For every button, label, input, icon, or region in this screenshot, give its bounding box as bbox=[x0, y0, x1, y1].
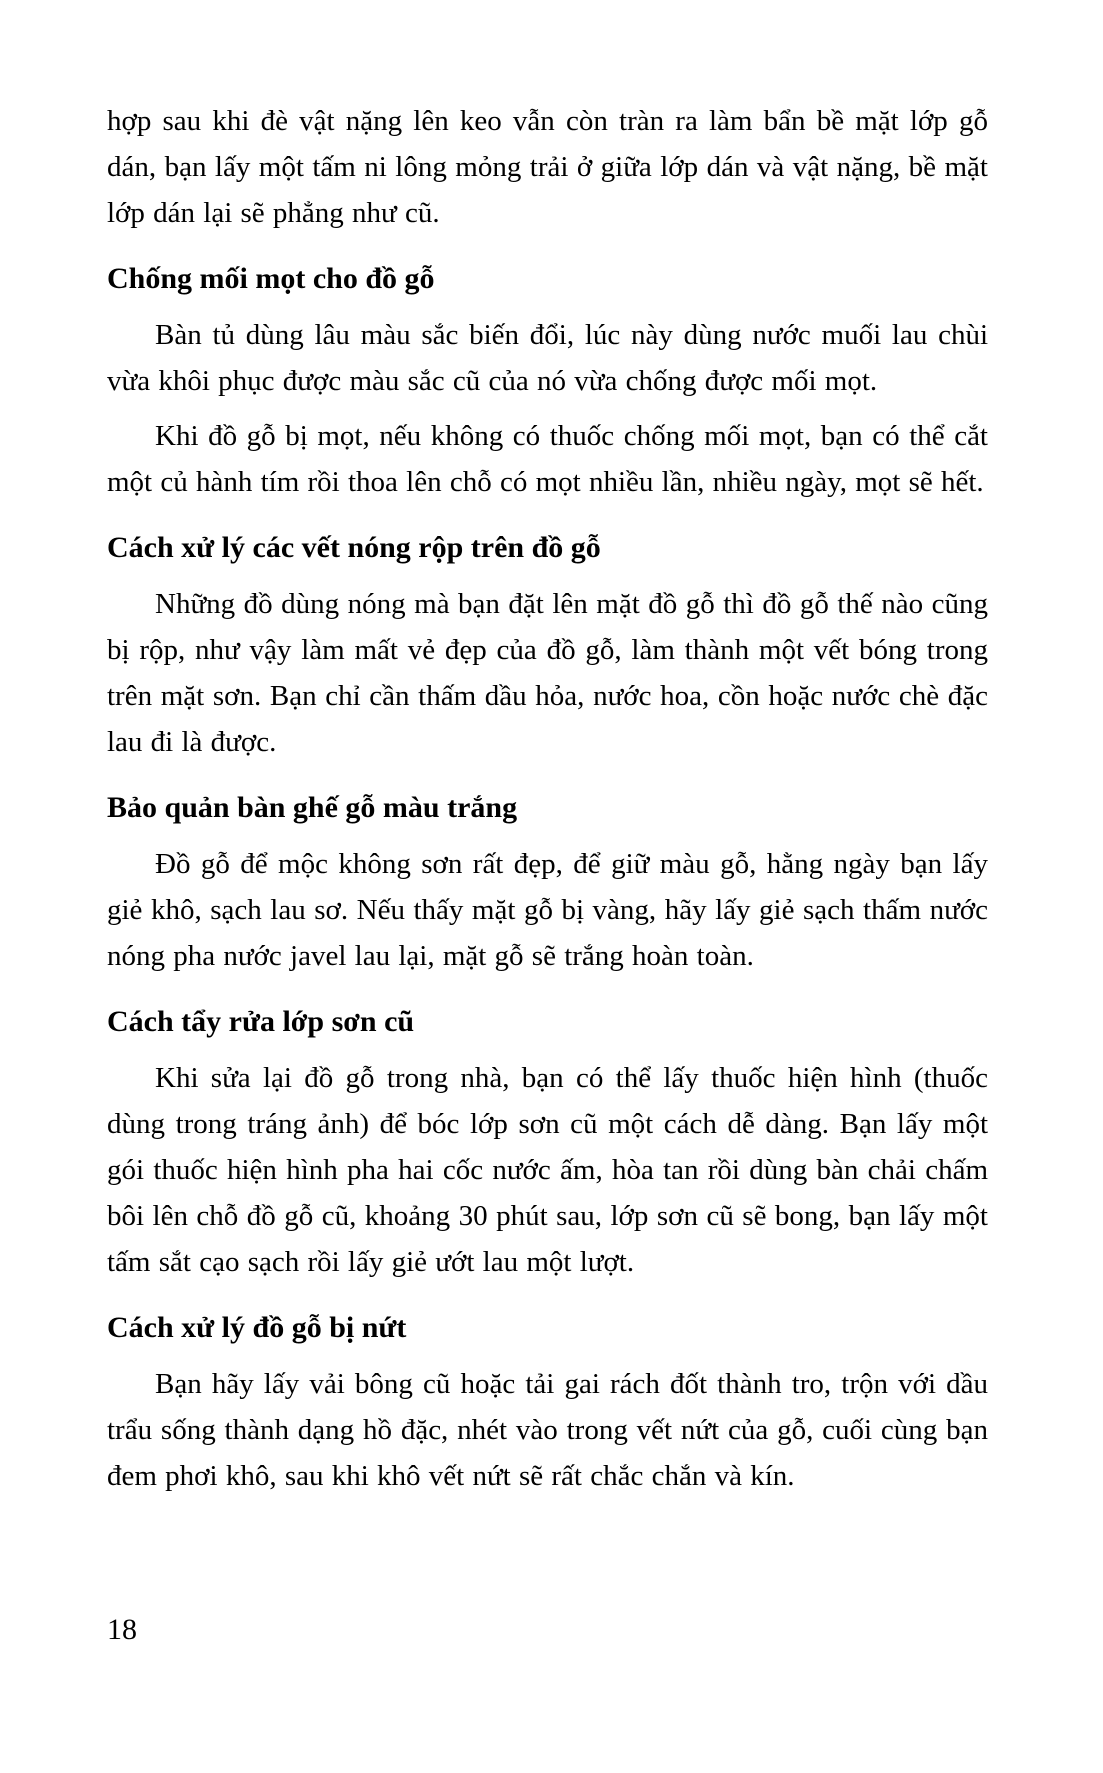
section-heading-anti-termite: Chống mối mọt cho đồ gỗ bbox=[107, 262, 435, 295]
paragraph: Bạn hãy lấy vải bông cũ hoặc tải gai rách đốt thành tro, trộn với dầu trẩu sống thành dạng hồ đặc, nhét vào trong vết nứt của gỗ, cuối cùng bạn đem phơi khô, sau khi khô vết nứt sẽ rất chắc chắn và kín. bbox=[107, 1368, 988, 1492]
intro-paragraph: hợp sau khi đè vật nặng lên keo vẫn còn tràn ra làm bẩn bề mặt lớp gỗ dán, bạn lấy một tấm ni lông mỏng trải ở giữa lớp dán và vật nặng, bề mặt lớp dán lại sẽ phẳng như cũ. bbox=[107, 105, 988, 229]
section-heading-heat-blisters: Cách xử lý các vết nóng rộp trên đồ gỗ bbox=[107, 531, 601, 564]
section-heading-white-furniture: Bảo quản bàn ghế gỗ màu trắng bbox=[107, 791, 518, 824]
paragraph: Khi đồ gỗ bị mọt, nếu không có thuốc chống mối mọt, bạn có thể cắt một củ hành tím rồi thoa lên chỗ có mọt nhiều lần, nhiều ngày, mọt sẽ hết. bbox=[107, 420, 988, 498]
paragraph: Bàn tủ dùng lâu màu sắc biến đổi, lúc này dùng nước muối lau chùi vừa khôi phục được màu sắc cũ của nó vừa chống được mối mọt. bbox=[107, 319, 988, 397]
paragraph: Đồ gỗ để mộc không sơn rất đẹp, để giữ màu gỗ, hằng ngày bạn lấy giẻ khô, sạch lau sơ. Nếu thấy mặt gỗ bị vàng, hãy lấy giẻ sạch thấm nước nóng pha nước javel lau lại, mặt gỗ sẽ trắng hoàn toàn. bbox=[107, 848, 988, 972]
paragraph: Những đồ dùng nóng mà bạn đặt lên mặt đồ gỗ thì đồ gỗ thế nào cũng bị rộp, như vậy làm mất vẻ đẹp của đồ gỗ, làm thành một vết bóng trong trên mặt sơn. Bạn chỉ cần thấm dầu hỏa, nước hoa, cồn hoặc nước chè đặc lau đi là được. bbox=[107, 588, 988, 758]
page-number: 18 bbox=[107, 1613, 137, 1646]
section-heading-cracked-wood: Cách xử lý đồ gỗ bị nứt bbox=[107, 1311, 407, 1344]
paragraph: Khi sửa lại đồ gỗ trong nhà, bạn có thể lấy thuốc hiện hình (thuốc dùng trong tráng ảnh) để bóc lớp sơn cũ một cách dễ dàng. Bạn lấy một gói thuốc hiện hình pha hai cốc nước ấm, hòa tan rồi dùng bàn chải chấm bôi lên chỗ đồ gỗ cũ, khoảng 30 phút sau, lớp sơn cũ sẽ bong, bạn lấy một tấm sắt cạo sạch rồi lấy giẻ ướt lau một lượt. bbox=[107, 1062, 988, 1278]
section-heading-old-paint-removal: Cách tẩy rửa lớp sơn cũ bbox=[107, 1005, 415, 1038]
